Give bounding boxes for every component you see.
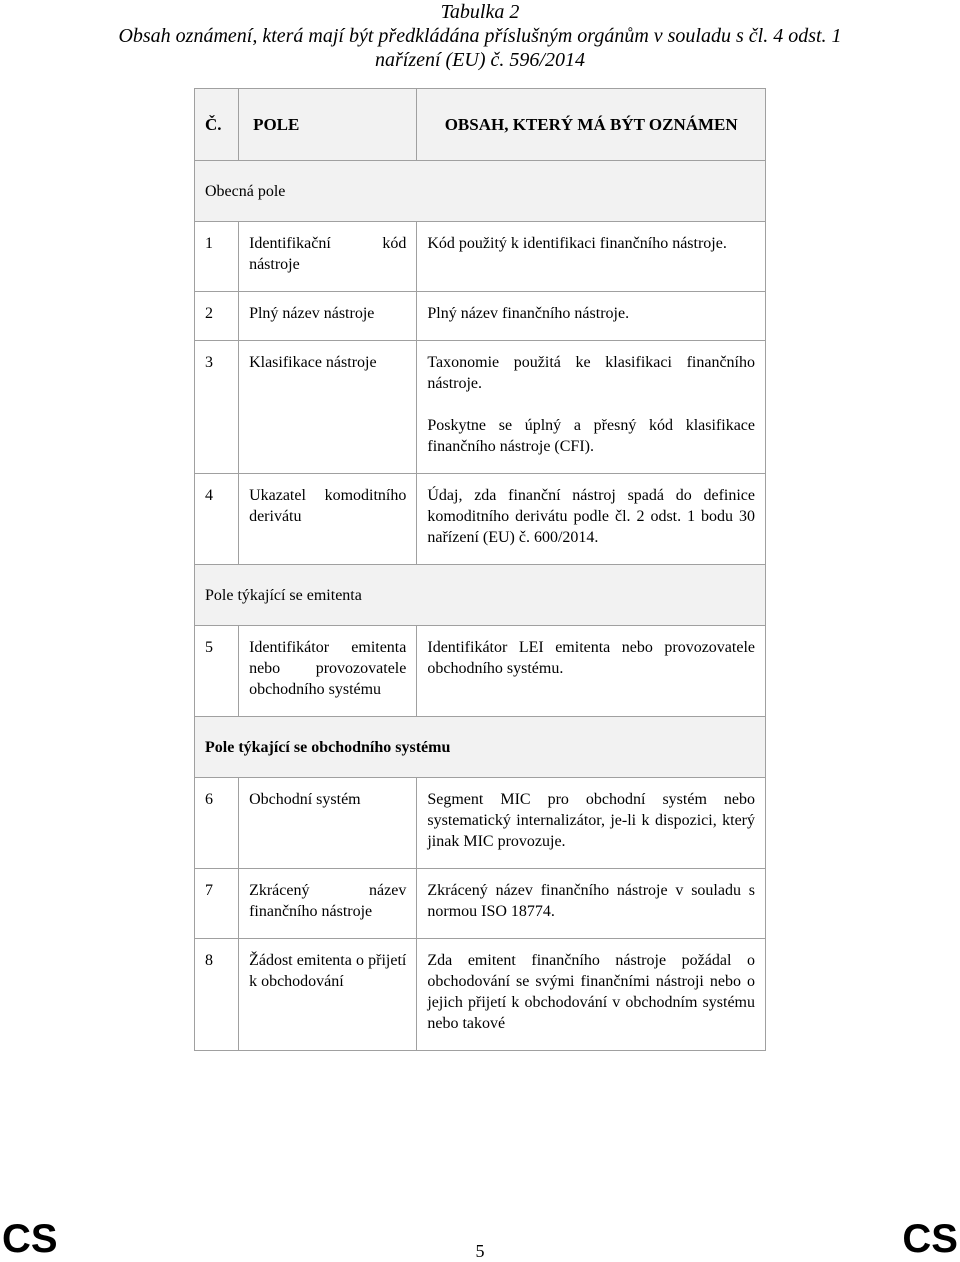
header-number: Č. — [195, 89, 239, 161]
row-field: Identifikační kód nástroje — [239, 222, 417, 292]
section-title: Obecná pole — [195, 161, 766, 222]
row-field: Zkrácený název finančního nástroje — [239, 869, 417, 939]
section-row — [195, 717, 766, 778]
table-title-line-2: nařízení (EU) č. 596/2014 — [375, 49, 585, 71]
row-field: Identifikátor emitenta nebo provozovatele obchodního systému — [239, 626, 417, 717]
section-title: Pole týkající se emitenta — [195, 565, 766, 626]
content-paragraph: Plný název finančního nástroje. — [427, 305, 630, 322]
table-row — [195, 939, 766, 1051]
content-paragraph: Identifikátor LEI emitenta nebo provozovatele obchodního systému. — [427, 639, 755, 677]
section-title: Pole týkající se obchodního systému — [195, 717, 766, 778]
row-field: Klasifikace nástroje — [239, 341, 417, 474]
content-paragraph: Taxonomie použitá ke klasifikaci finančního nástroje. — [427, 354, 755, 392]
row-number: 8 — [195, 939, 239, 1051]
header-field: POLE — [239, 89, 417, 161]
row-number: 2 — [195, 292, 239, 341]
table-caption: Tabulka 2 — [440, 1, 520, 23]
language-code-left: CS — [2, 1217, 58, 1261]
content-paragraph: Zkrácený název finančního nástroje v souladu s normou ISO 18774. — [427, 882, 755, 920]
row-number: 5 — [195, 626, 239, 717]
row-field: Žádost emitenta o přijetí k obchodování — [239, 939, 417, 1051]
table-row — [195, 222, 766, 292]
section-row — [195, 161, 766, 222]
document-heading — [0, 0, 960, 72]
row-content — [417, 292, 766, 341]
row-content — [417, 869, 766, 939]
row-field: Plný název nástroje — [239, 292, 417, 341]
table-row — [195, 474, 766, 565]
table-row — [195, 626, 766, 717]
row-content — [417, 626, 766, 717]
content-paragraph: Kód použitý k identifikaci finančního nástroje. — [427, 235, 727, 252]
content-paragraph: Poskytne se úplný a přesný kód klasifikace finančního nástroje (CFI). — [427, 417, 755, 455]
row-number: 1 — [195, 222, 239, 292]
row-content — [417, 474, 766, 565]
language-code-right: CS — [902, 1217, 958, 1261]
row-content — [417, 939, 766, 1051]
table-row — [195, 341, 766, 474]
content-paragraph: Údaj, zda finanční nástroj spadá do definice komoditního derivátu podle čl. 2 odst. 1 bodu 30 nařízení (EU) č. 600/2014. — [427, 487, 755, 546]
row-number: 4 — [195, 474, 239, 565]
row-number: 6 — [195, 778, 239, 869]
row-content — [417, 222, 766, 292]
notification-content-table — [194, 88, 766, 1051]
row-content — [417, 778, 766, 869]
section-row — [195, 565, 766, 626]
table-row — [195, 869, 766, 939]
row-field: Obchodní systém — [239, 778, 417, 869]
table-title-line-1: Obsah oznámení, která mají být předkládána příslušným orgánům v souladu s čl. 4 odst. 1 — [118, 25, 842, 47]
table-row — [195, 778, 766, 869]
header-content: OBSAH, KTERÝ MÁ BÝT OZNÁMEN — [417, 89, 766, 161]
content-paragraph: Zda emitent finančního nástroje požádal o obchodování se svými finančními nástroji nebo o jejich přijetí k obchodování v obchodním systému nebo takové — [427, 952, 755, 1032]
row-field: Ukazatel komoditního derivátu — [239, 474, 417, 565]
row-content — [417, 341, 766, 474]
table-header-row — [195, 89, 766, 161]
content-paragraph: Segment MIC pro obchodní systém nebo systematický internalizátor, je-li k dispozici, který jinak MIC provozuje. — [427, 791, 755, 850]
page-number: 5 — [475, 1241, 485, 1261]
row-number: 7 — [195, 869, 239, 939]
row-number: 3 — [195, 341, 239, 474]
table-row — [195, 292, 766, 341]
